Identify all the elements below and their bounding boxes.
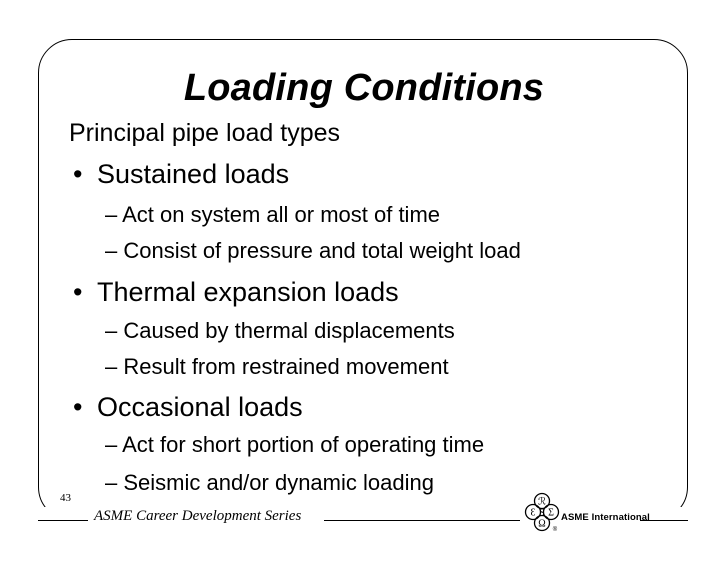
bullet-thermal-expansion-loads [73,276,399,308]
logo-glyph-right: Σ [548,507,554,519]
intro-text: Principal pipe load types [69,119,340,147]
page-number: 43 [60,492,71,504]
bullet-dot-icon: • [73,159,83,189]
sub-item: – Consist of pressure and total weight load [105,238,521,263]
logo-glyph-bottom: Ω [538,518,546,530]
sub-item: – Seismic and/or dynamic loading [105,470,434,495]
series-title: ASME Career Development Series [88,506,307,526]
bullet-label: Occasional loads [97,392,303,422]
footer-rule-middle [324,520,522,521]
logo-glyph-center: S [539,507,545,518]
bullet-label: Thermal expansion loads [97,277,399,307]
footer-rule-left [38,520,90,521]
bullet-label: Sustained loads [97,159,290,189]
logo-glyph-top: ℛ [538,496,546,508]
sub-item: – Act on system all or most of time [105,202,441,227]
bullet-dot-icon: • [73,277,83,307]
asme-international-label: ASME International [561,512,650,523]
bullet-sustained-loads [73,158,289,190]
sub-item: – Caused by thermal displacements [105,318,455,343]
bullet-dot-icon: • [73,392,83,422]
sub-item: – Act for short portion of operating time [105,432,485,457]
bullet-occasional-loads [73,391,303,423]
registered-mark: ® [552,527,558,533]
sub-item: – Result from restrained movement [105,354,449,379]
slide-title: Loading Conditions [183,67,545,109]
logo-glyph-left: Ɛ [530,507,536,519]
